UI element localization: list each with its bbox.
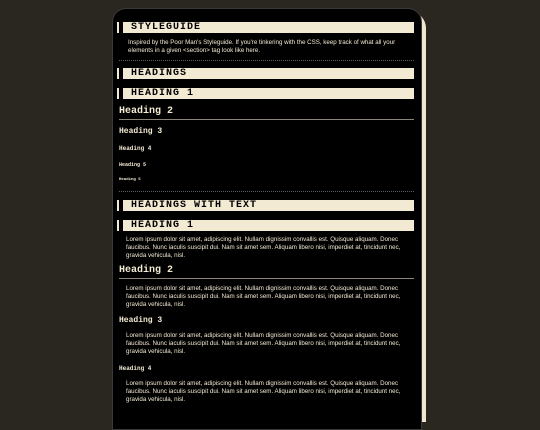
styleguide-intro-text: Inspired by the Poor Man's Styleguide. If you're tinkering with the CSS, keep track of what all your elements in a given <section> tag look like here. [128,39,396,54]
heading-6-sample: Heading 6 [119,178,141,182]
styleguide-screen[interactable] [112,8,422,430]
lorem-paragraph: Lorem ipsum dolor sit amet, adipiscing elit. Nullam dignissim convallis est. Quisque aliquam. Donec faucibus. Nunc iaculis suscipit dui. Nam sit amet sem. Aliquam libero nisi, imperdiet at, tincidunt nec, gravida vehicula, nisl. [126,380,401,403]
heading-4-sample: Heading 4 [119,145,152,152]
heading-1-sample: HEADING 1 [119,88,414,99]
section-divider [119,60,414,61]
heading-1-with-text: HEADING 1 [119,220,414,231]
banner-styleguide: STYLEGUIDE [119,22,414,33]
section-styleguide [119,22,414,55]
lorem-paragraph: Lorem ipsum dolor sit amet, adipiscing elit. Nullam dignissim convallis est. Quisque aliquam. Donec faucibus. Nunc iaculis suscipit dui. Nam sit amet sem. Aliquam libero nisi, imperdiet at, tincidunt nec, gravida vehicula, nisl. [126,285,401,308]
section-divider [119,191,414,192]
styleguide-content [113,9,421,404]
heading-3-with-text: Heading 3 [119,316,163,325]
banner-headings: HEADINGS [119,68,414,79]
section-headings [119,68,414,183]
heading-5-sample: Heading 5 [119,162,147,168]
heading-3-sample: Heading 3 [119,127,163,136]
heading-2-sample: Heading 2 [119,106,414,120]
lorem-paragraph: Lorem ipsum dolor sit amet, adipiscing elit. Nullam dignissim convallis est. Quisque aliquam. Donec faucibus. Nunc iaculis suscipit dui. Nam sit amet sem. Aliquam libero nisi, imperdiet at, tincidunt nec, gravida vehicula, nisl. [126,332,401,355]
heading-4-with-text: Heading 4 [119,365,152,372]
heading-2-with-text: Heading 2 [119,265,414,279]
banner-headings-with-text: HEADINGS WITH TEXT [119,200,414,211]
section-headings-with-text [119,200,414,404]
lorem-paragraph: Lorem ipsum dolor sit amet, adipiscing elit. Nullam dignissim convallis est. Quisque aliquam. Donec faucibus. Nunc iaculis suscipit dui. Nam sit amet sem. Aliquam libero nisi, imperdiet at, tincidunt nec, gravida vehicula, nisl. [126,236,401,259]
